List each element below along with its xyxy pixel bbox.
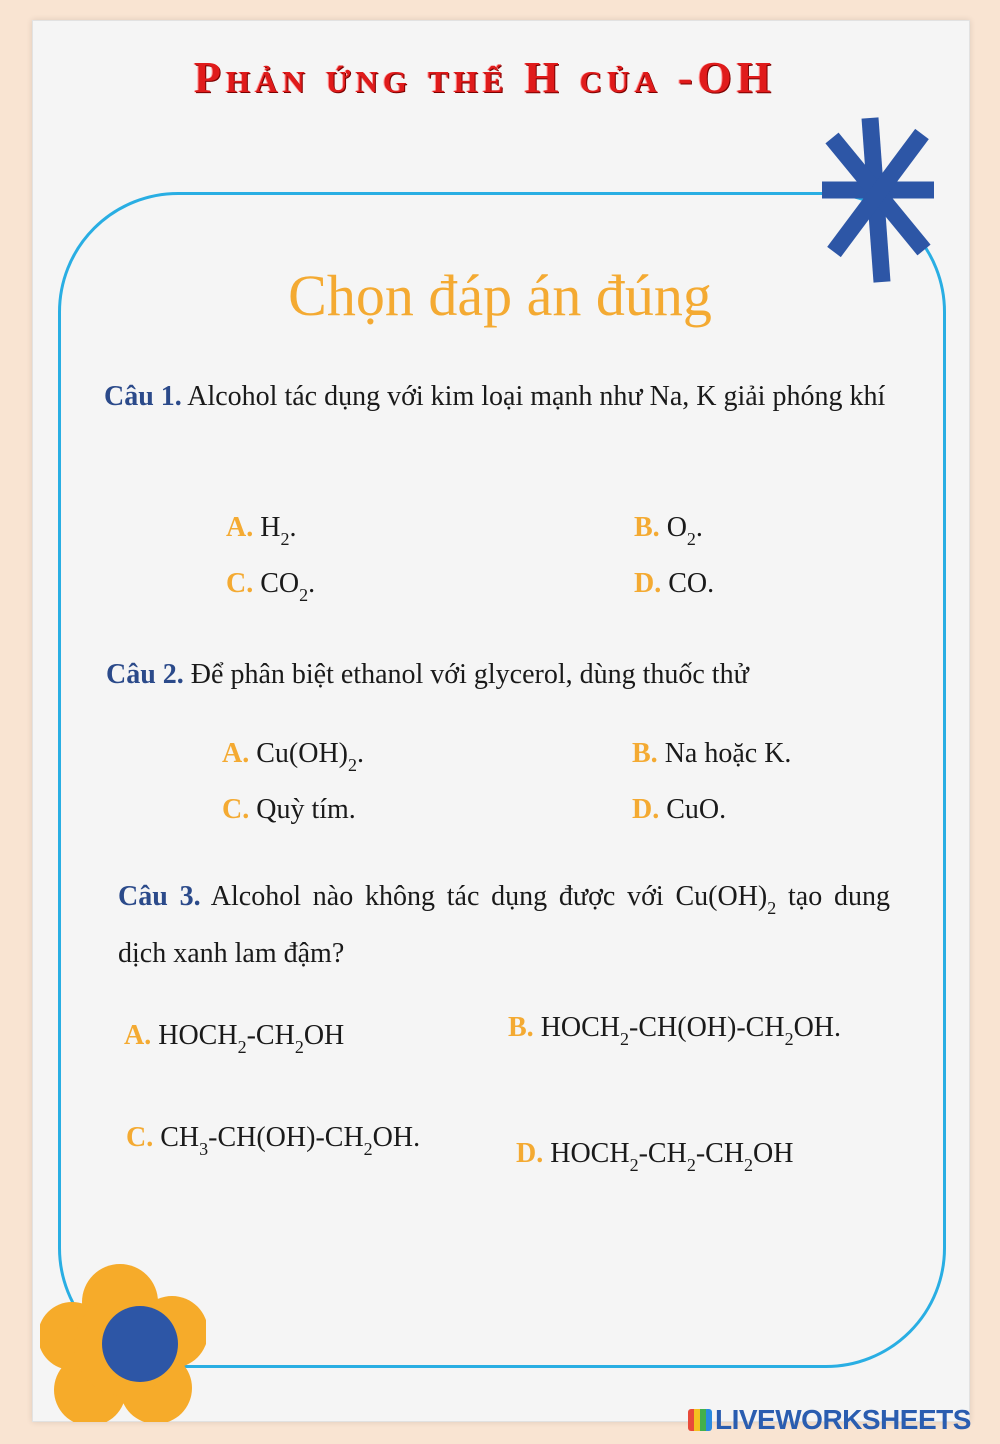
subscript: 2	[686, 1155, 696, 1175]
subscript: 2	[784, 1029, 794, 1049]
option-text: HOCH	[543, 1138, 630, 1169]
question-2	[106, 646, 896, 703]
option-text: CH	[153, 1122, 200, 1153]
question-2-number: Câu 2.	[106, 659, 184, 690]
subscript: 2	[299, 585, 309, 605]
question-1	[104, 368, 894, 425]
q3-option-b[interactable]	[508, 1012, 842, 1049]
subscript: 2	[363, 1139, 373, 1159]
liveworksheets-logo	[688, 1404, 971, 1436]
option-text: -CH	[695, 1138, 745, 1169]
option-text: -CH	[246, 1020, 295, 1051]
q1-option-d[interactable]	[634, 568, 714, 600]
question-1-number: Câu 1.	[104, 381, 182, 412]
q2-option-a[interactable]	[222, 738, 364, 775]
option-text: CO.	[661, 568, 715, 599]
q2-option-c[interactable]	[222, 794, 356, 826]
flower-icon	[40, 1262, 206, 1422]
logo-text: LIVEWORKSHEETS	[715, 1404, 971, 1435]
option-letter: B.	[632, 738, 658, 769]
option-letter: A.	[222, 738, 250, 769]
question-2-text: Để phân biệt ethanol với glycerol, dùng thuốc thử	[183, 659, 749, 690]
option-text: .	[289, 512, 297, 543]
option-text: H	[253, 512, 281, 543]
subscript: 2	[620, 1029, 630, 1049]
subscript: 2	[629, 1155, 639, 1175]
q2-option-b[interactable]	[632, 738, 791, 770]
option-text: OH.	[372, 1122, 421, 1153]
logo-badge-icon	[688, 1409, 712, 1431]
subscript: 2	[237, 1037, 247, 1057]
section-heading: Chọn đáp án đúng	[288, 263, 712, 328]
option-text: Na hoặc K.	[657, 738, 792, 769]
subscript: 2	[348, 755, 357, 775]
subscript: 2	[744, 1155, 754, 1175]
option-text: .	[308, 568, 316, 599]
question-3-number: Câu 3.	[118, 881, 201, 912]
option-letter: C.	[226, 568, 254, 599]
option-letter: C.	[126, 1122, 154, 1153]
question-3-text: Alcohol nào không tác dụng được với Cu(OH)	[200, 881, 768, 912]
option-letter: A.	[124, 1020, 152, 1051]
option-letter: B.	[508, 1012, 534, 1043]
option-text: OH	[303, 1020, 345, 1051]
option-text: Cu(OH)	[249, 738, 348, 769]
subscript: 2	[767, 898, 777, 918]
question-1-text: Alcohol tác dụng với kim loại mạnh như Na, K giải phóng khí	[181, 381, 886, 412]
q1-option-b[interactable]	[634, 512, 703, 549]
option-text: -CH	[638, 1138, 687, 1169]
option-text: CO	[253, 568, 300, 599]
option-text: HOCH	[151, 1020, 238, 1051]
option-letter: B.	[634, 512, 660, 543]
option-letter: D.	[516, 1138, 544, 1169]
option-text: Quỳ tím.	[249, 794, 356, 825]
option-letter: C.	[222, 794, 250, 825]
option-letter: A.	[226, 512, 254, 543]
option-text: OH.	[793, 1012, 842, 1043]
q2-option-d[interactable]	[632, 794, 726, 826]
question-3-text-end: tạo dung dịch xanh lam đậm?	[118, 881, 890, 969]
q3-option-c[interactable]	[126, 1122, 421, 1159]
option-text: CuO.	[659, 794, 727, 825]
option-letter: D.	[634, 568, 662, 599]
q3-option-a[interactable]	[124, 1020, 345, 1057]
option-text: .	[357, 738, 364, 769]
option-text: O	[659, 512, 687, 543]
option-text: -CH(OH)-CH	[208, 1122, 364, 1153]
q1-option-c[interactable]	[226, 568, 316, 605]
subscript: 2	[294, 1037, 304, 1057]
option-text: .	[695, 512, 703, 543]
question-3	[118, 868, 890, 982]
subscript: 2	[686, 529, 696, 549]
option-text: -CH(OH)-CH	[629, 1012, 785, 1043]
option-letter: D.	[632, 794, 660, 825]
subscript: 3	[199, 1139, 209, 1159]
option-text: OH	[753, 1138, 794, 1169]
subscript: 2	[280, 529, 290, 549]
option-text: HOCH	[533, 1012, 621, 1043]
worksheet-title: Phản ứng thế H của -OH	[194, 53, 776, 102]
q1-option-a[interactable]	[226, 512, 297, 549]
q3-option-d[interactable]	[516, 1138, 794, 1175]
